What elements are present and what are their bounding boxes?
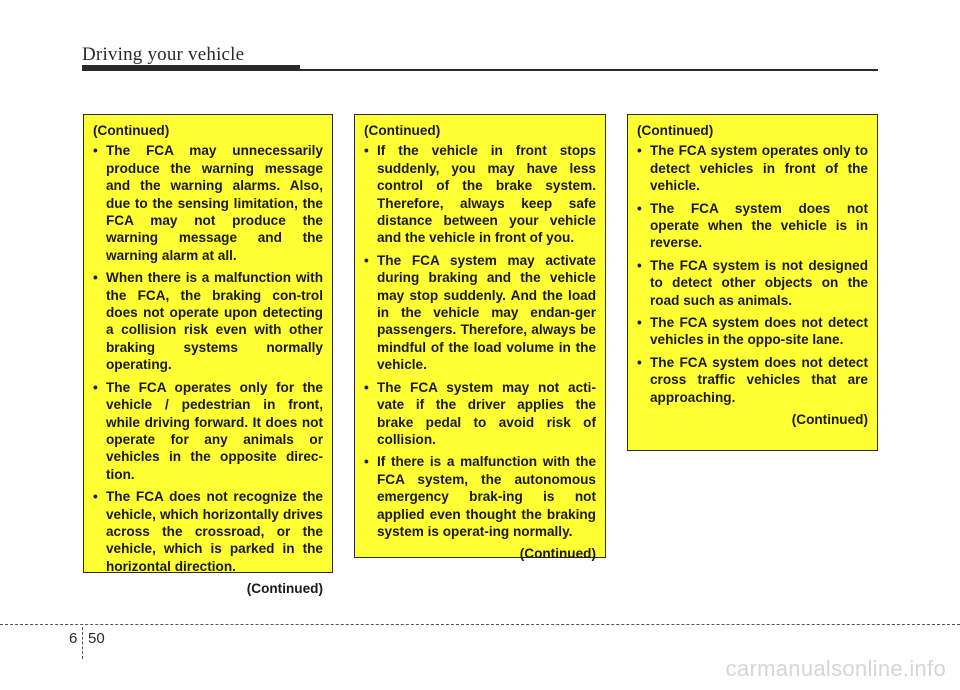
bullet-icon: • [93, 489, 98, 505]
bullet-icon: • [637, 315, 642, 331]
list-item [364, 379, 596, 449]
header-title: Driving your vehicle [82, 44, 245, 65]
list-item-text: The FCA system is not designed to detect other objects on the road such as animals. [650, 257, 868, 308]
bullet-icon: • [364, 143, 369, 159]
list-item-text: The FCA may unnecessarily produce the warning message and the warning alarms. Also, due to the sensing limitation, the FCA may not produce the warning message and the warning alarm at all. [106, 143, 323, 263]
list-item [364, 142, 596, 246]
bullet-icon: • [93, 379, 98, 395]
list-item-text: The FCA system operates only to detect vehicles in front of the vehicle. [650, 143, 868, 194]
footer-page-divider [82, 627, 83, 659]
bullet-icon: • [364, 379, 369, 395]
caution-box-3 [627, 114, 878, 451]
list-item [637, 142, 868, 194]
list-item [637, 257, 868, 309]
caution-box-1 [83, 114, 333, 597]
list-item [364, 453, 596, 540]
bullet-icon: • [637, 354, 642, 370]
list-item [637, 314, 868, 349]
bullet-icon: • [637, 257, 642, 273]
continued-bottom-label: (Continued) [519, 546, 596, 562]
list-item-text: The FCA system may not acti-vate if the driver applies the brake pedal to avoid risk of collision. [377, 379, 596, 447]
bullet-icon: • [637, 200, 642, 216]
list-item [637, 354, 868, 406]
bullet-icon: • [93, 143, 98, 159]
continued-top-label: (Continued) [93, 123, 170, 138]
continued-bottom-label: (Continued) [246, 581, 323, 597]
chapter-number: 6 [69, 630, 78, 647]
list-item [93, 269, 323, 373]
list-item-text: The FCA system may activate during braking and the vehicle may stop suddenly. And the load in the vehicle may endan-ger passengers. Therefore, always be mindful of the load volume in the vehicle. [377, 252, 596, 373]
list-item [93, 379, 323, 483]
list-item-text: The FCA system does not detect cross traffic vehicles that are approaching. [650, 354, 868, 405]
list-item [637, 200, 868, 252]
bullet-list [637, 142, 868, 406]
list-item [364, 252, 596, 374]
list-item-text: The FCA system does not operate when the vehicle is in reverse. [650, 200, 868, 251]
list-item-text: If the vehicle in front stops suddenly, you may have less control of the brake system. Therefore, always keep safe distance between your vehicle and the vehicle in front of you. [377, 143, 596, 246]
continued-bottom-label: (Continued) [791, 412, 868, 428]
list-item [93, 142, 323, 264]
header-rule-thick [82, 65, 300, 71]
caution-box-2 [354, 114, 606, 562]
footer-divider [0, 624, 960, 625]
continued-top-label: (Continued) [637, 123, 714, 138]
list-item-text: The FCA does not recognize the vehicle, which horizontally drives across the crossroad, or the vehicle, which is parked in the horizontal direction. [106, 489, 323, 574]
bullet-icon: • [364, 454, 369, 470]
header-rule-thin [300, 69, 878, 71]
list-item-text: The FCA system does not detect vehicles in the oppo-site lane. [650, 315, 868, 348]
bullet-icon: • [93, 270, 98, 286]
list-item [93, 488, 323, 575]
page-number: 50 [88, 630, 105, 647]
bullet-icon: • [364, 252, 369, 268]
continued-top-label: (Continued) [364, 123, 441, 138]
bullet-list [93, 142, 323, 575]
watermark: carmanualsonline.info [725, 656, 946, 681]
list-item-text: When there is a malfunction with the FCA, the braking con-trol does not operate upon detecting a collision risk even with other braking systems normally operating. [106, 270, 323, 373]
list-item-text: The FCA operates only for the vehicle / pedestrian in front, while driving forward. It does not operate for any animals or vehicles in the opposite direc-tion. [106, 379, 323, 482]
bullet-icon: • [637, 143, 642, 159]
bullet-list [364, 142, 596, 540]
list-item-text: If there is a malfunction with the FCA system, the autonomous emergency brak-ing is not applied even thought the braking system is operat-ing normally. [377, 454, 596, 539]
